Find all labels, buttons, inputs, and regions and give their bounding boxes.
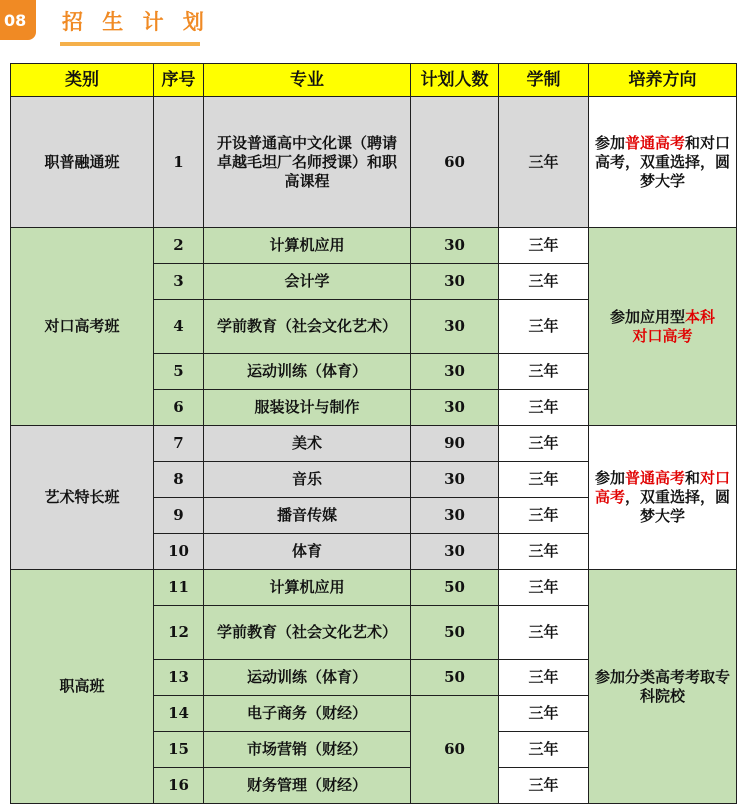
major-cell: 计算机应用 [204,570,411,606]
column-header-duration: 学制 [499,64,589,97]
plan-cell: 60 [411,97,499,228]
number-cell: 11 [154,570,204,606]
number-cell: 16 [154,768,204,804]
direction-text: 参加 [594,133,625,152]
plan-cell: 30 [411,390,499,426]
table-header-row [11,64,737,97]
major-cell: 会计学 [204,264,411,300]
plan-cell: 50 [411,570,499,606]
number-cell: 5 [154,354,204,390]
major-cell: 音乐 [204,462,411,498]
direction-cell [589,570,737,804]
direction-highlight: 对口高考 [632,326,693,345]
category-cell: 职高班 [11,570,154,804]
enrollment-plan-table [10,63,737,804]
number-cell: 10 [154,534,204,570]
direction-highlight: 普通高考 [624,469,685,487]
number-cell: 14 [154,696,204,732]
major-cell: 电子商务（财经） [204,696,411,732]
column-header-number: 序号 [154,64,204,97]
number-cell: 7 [154,426,204,462]
major-cell: 财务管理（财经） [204,768,411,804]
major-cell: 学前教育（社会文化艺术） [204,606,411,660]
category-cell: 职普融通班 [11,97,154,228]
number-cell: 13 [154,660,204,696]
major-cell: 播音传媒 [204,498,411,534]
number-cell: 15 [154,732,204,768]
column-header-major: 专业 [204,64,411,97]
major-cell: 开设普通高中文化课（聘请卓越毛坦厂名师授课）和职高课程 [204,97,411,228]
table-row [11,426,737,462]
direction-highlight: 普通高考 [624,133,685,152]
major-cell: 市场营销（财经） [204,732,411,768]
direction-cell [589,228,737,426]
plan-cell: 90 [411,426,499,462]
direction-cell [589,426,737,570]
number-cell: 1 [154,97,204,228]
duration-cell: 三年 [499,534,589,570]
duration-cell: 三年 [499,696,589,732]
table-row [11,228,737,264]
plan-cell: 50 [411,660,499,696]
number-cell: 2 [154,228,204,264]
duration-cell: 三年 [499,498,589,534]
category-cell: 艺术特长班 [11,426,154,570]
column-header-direction: 培养方向 [589,64,737,97]
plan-cell: 30 [411,228,499,264]
duration-cell: 三年 [499,264,589,300]
column-header-category: 类别 [11,64,154,97]
plan-cell: 50 [411,606,499,660]
major-cell: 学前教育（社会文化艺术） [204,300,411,354]
duration-cell: 三年 [499,768,589,804]
direction-text: 参加应用型 [609,307,685,326]
plan-cell: 60 [411,696,499,804]
duration-cell: 三年 [499,570,589,606]
major-cell: 运动训练（体育） [204,354,411,390]
duration-cell: 三年 [499,228,589,264]
duration-cell: 三年 [499,300,589,354]
direction-highlight: 对口高考 [594,469,731,506]
number-cell: 4 [154,300,204,354]
major-cell: 运动训练（体育） [204,660,411,696]
direction-text: 和 [685,469,701,487]
category-cell: 对口高考班 [11,228,154,426]
duration-cell: 三年 [499,462,589,498]
duration-cell: 三年 [499,606,589,660]
direction-text: 参加分类高考考取专科院校 [594,667,730,705]
number-cell: 6 [154,390,204,426]
duration-cell: 三年 [499,660,589,696]
duration-cell: 三年 [499,426,589,462]
table-row [11,97,737,228]
duration-cell: 三年 [499,732,589,768]
duration-cell: 三年 [499,354,589,390]
number-cell: 12 [154,606,204,660]
column-header-plan: 计划人数 [411,64,499,97]
plan-cell: 30 [411,534,499,570]
plan-cell: 30 [411,498,499,534]
major-cell: 美术 [204,426,411,462]
plan-cell: 30 [411,300,499,354]
number-cell: 9 [154,498,204,534]
section-title: 招 生 计 划 [62,10,210,34]
title-underline [60,42,200,46]
direction-text: 对口高考，双重选择，圆梦大学 [594,133,731,190]
duration-cell: 三年 [499,97,589,228]
number-cell: 8 [154,462,204,498]
direction-text: ，双重选择，圆梦大学 [625,488,731,525]
direction-cell [589,97,737,228]
number-cell: 3 [154,264,204,300]
plan-cell: 30 [411,264,499,300]
direction-text: 参加 [594,469,625,487]
page-number-badge: 08 [0,0,36,40]
major-cell: 服装设计与制作 [204,390,411,426]
duration-cell: 三年 [499,390,589,426]
plan-cell: 30 [411,462,499,498]
major-cell: 体育 [204,534,411,570]
direction-text: 和 [685,133,701,152]
direction-highlight: 本科 [685,307,716,326]
major-cell: 计算机应用 [204,228,411,264]
table-row [11,570,737,606]
plan-cell: 30 [411,354,499,390]
